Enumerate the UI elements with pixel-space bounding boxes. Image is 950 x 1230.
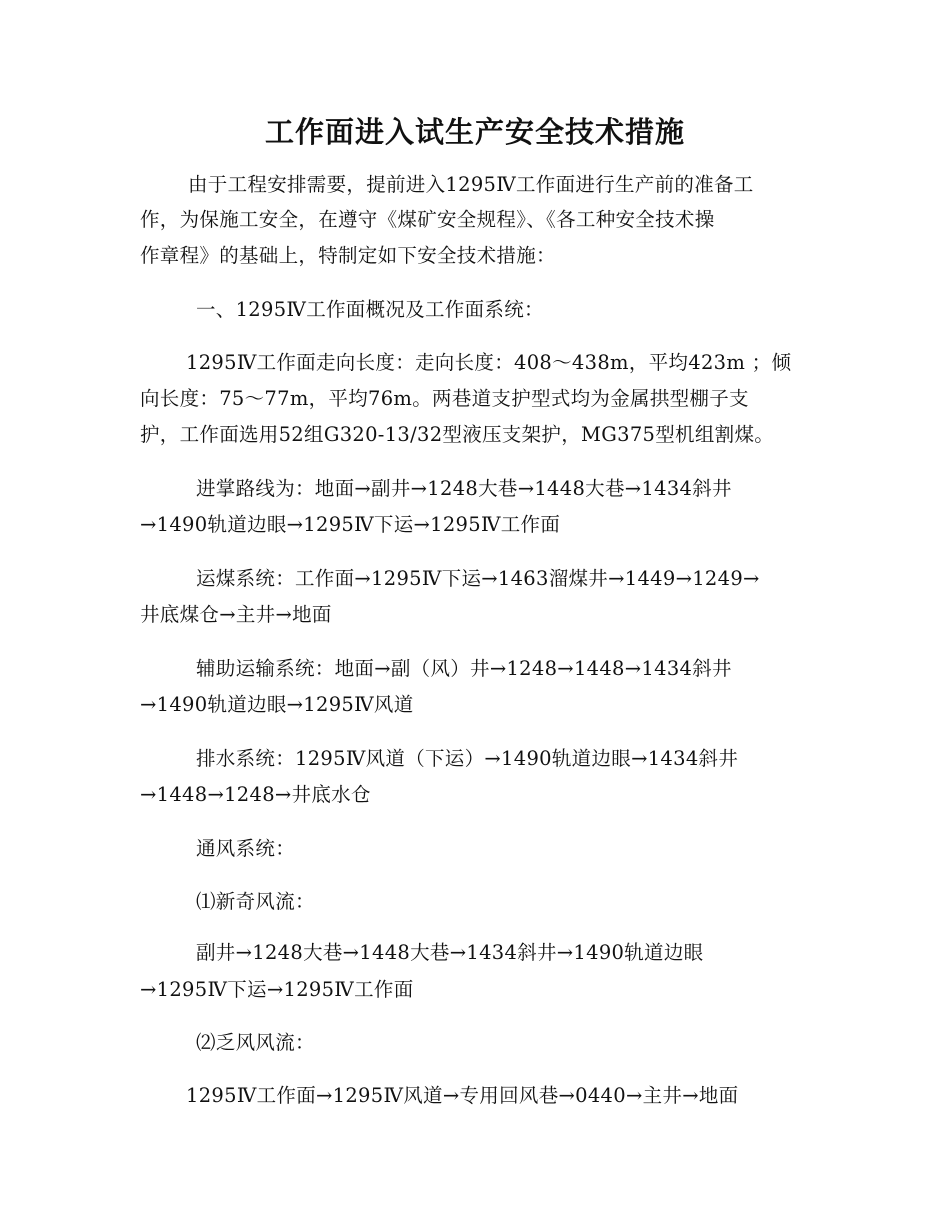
aux-transport-line-2: →1490轨道边眼→1295Ⅳ风道 bbox=[140, 693, 414, 716]
section-heading: 一、1295Ⅳ工作面概况及工作面系统： bbox=[196, 298, 544, 321]
intro-line-2: 作，为保施工安全，在遵守《煤矿安全规程》、《各工种安全技术操 bbox=[140, 208, 715, 231]
overview-line-2: 向长度：75～77m，平均76m。两巷道支护型式均为金属拱型棚子支 bbox=[140, 387, 749, 410]
page-title: 工作面进入试生产安全技术措施 bbox=[264, 115, 685, 149]
coal-transport-line-1: 运煤系统：工作面→1295Ⅳ下运→1463溜煤井→1449→1249→ bbox=[196, 567, 760, 590]
fresh-air-line-2: →1295Ⅳ下运→1295Ⅳ工作面 bbox=[140, 978, 414, 1001]
route-line-2: →1490轨道边眼→1295Ⅳ下运→1295Ⅳ工作面 bbox=[140, 513, 561, 536]
overview-line-1: 1295Ⅳ工作面走向长度：走向长度：408～438m，平均423m ；倾 bbox=[186, 351, 792, 374]
aux-transport-line-1: 辅助运输系统：地面→副（风）井→1248→1448→1434斜井 bbox=[196, 657, 732, 680]
fresh-air-heading: ⑴新奇风流： bbox=[196, 890, 315, 913]
intro-line-3: 作章程》的基础上，特制定如下安全技术措施： bbox=[140, 244, 556, 267]
intro-line-1: 由于工程安排需要，提前进入1295Ⅳ工作面进行生产前的准备工 bbox=[188, 173, 754, 196]
coal-transport-line-2: 井底煤仓→主井→地面 bbox=[140, 603, 332, 626]
drainage-line-2: →1448→1248→井底水仓 bbox=[140, 783, 371, 806]
drainage-line-1: 排水系统：1295Ⅳ风道（下运）→1490轨道边眼→1434斜井 bbox=[196, 747, 739, 770]
ventilation-heading: 通风系统： bbox=[196, 837, 296, 860]
exhaust-air-line-1: 1295Ⅳ工作面→1295Ⅳ风道→专用回风巷→0440→主井→地面 bbox=[186, 1084, 739, 1107]
route-line-1: 进掌路线为：地面→副井→1248大巷→1448大巷→1434斜井 bbox=[196, 477, 732, 500]
overview-line-3: 护，工作面选用52组G320-13/32型液压支架护，MG375型机组割煤。 bbox=[140, 423, 775, 446]
fresh-air-line-1: 副井→1248大巷→1448大巷→1434斜井→1490轨道边眼 bbox=[196, 941, 704, 964]
exhaust-air-heading: ⑵乏风风流： bbox=[196, 1031, 315, 1054]
